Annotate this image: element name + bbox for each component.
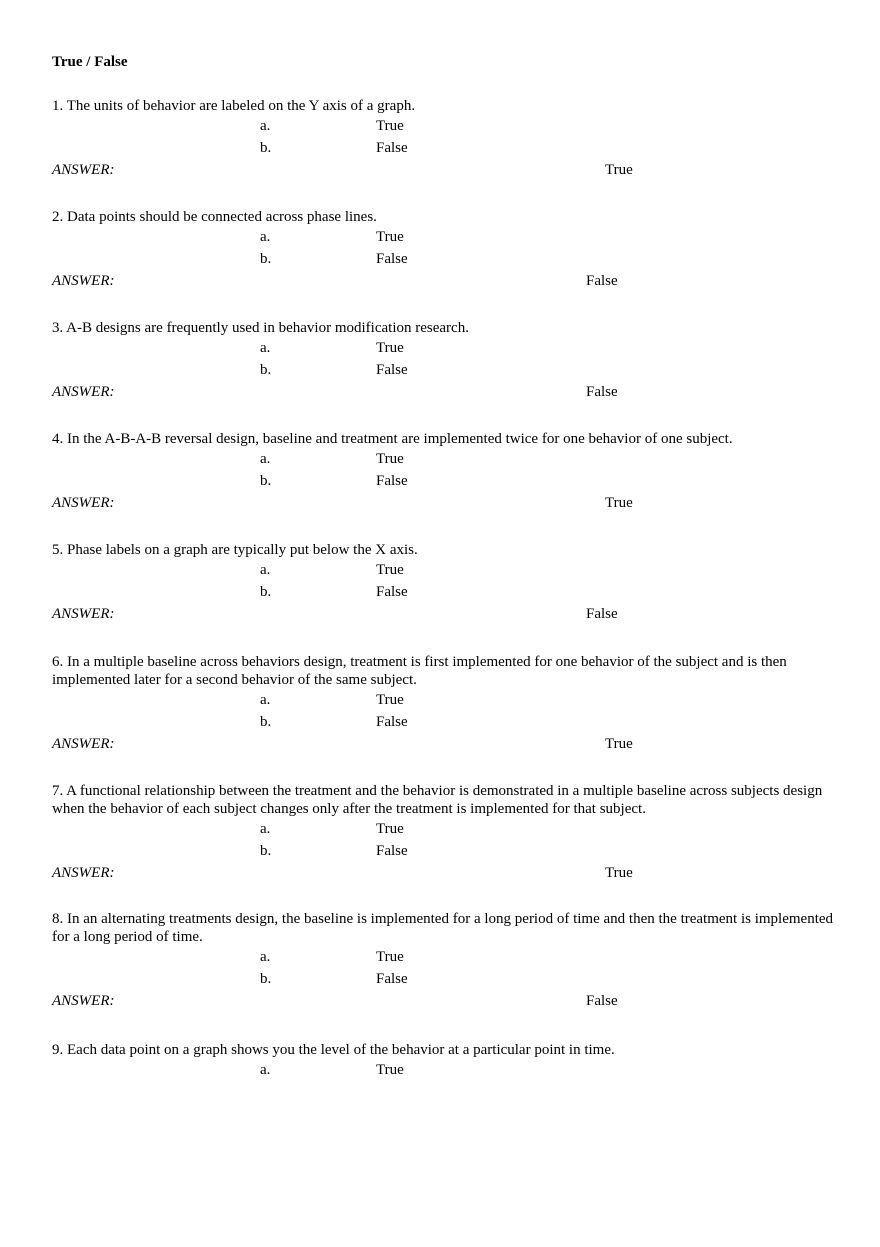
question-3 [52, 319, 842, 403]
option-letter: b. [260, 584, 272, 600]
option-letter: b. [260, 971, 272, 987]
answer-value: False [586, 384, 618, 400]
option-value: True [376, 1062, 404, 1078]
option-letter: b. [260, 362, 272, 378]
option-a [52, 115, 842, 137]
question-text: 2. Data points should be connected across phase lines. [52, 209, 377, 225]
option-value: False [376, 362, 408, 378]
option-value: True [376, 118, 404, 134]
option-a [52, 1059, 842, 1081]
option-letter: a. [260, 1062, 271, 1078]
option-value: False [376, 251, 408, 267]
question-2 [52, 208, 842, 292]
option-letter: a. [260, 692, 271, 708]
question-text: 6. In a multiple baseline across behaviors design, treatment is first implemented for one behavior of the subject and is then implemented later for a second behavior of the same subject. [52, 654, 787, 688]
option-value: False [376, 843, 408, 859]
question-9 [52, 1041, 842, 1081]
question-7 [52, 782, 842, 884]
option-letter: b. [260, 140, 272, 156]
option-letter: a. [260, 229, 271, 245]
answer-label: ANSWER: [52, 162, 115, 178]
option-a [52, 337, 842, 359]
answer-row [52, 270, 842, 292]
option-value: True [376, 451, 404, 467]
answer-value: False [586, 606, 618, 622]
question-4 [52, 430, 842, 514]
question-text: 4. In the A-B-A-B reversal design, baseline and treatment are implemented twice for one behavior of one subject. [52, 431, 733, 447]
question-text: 5. Phase labels on a graph are typically put below the X axis. [52, 542, 418, 558]
question-text: 3. A-B designs are frequently used in behavior modification research. [52, 320, 469, 336]
answer-label: ANSWER: [52, 865, 115, 881]
option-b [52, 581, 842, 603]
option-value: True [376, 340, 404, 356]
answer-label: ANSWER: [52, 606, 115, 622]
answer-row [52, 159, 842, 181]
option-value: False [376, 714, 408, 730]
option-a [52, 226, 842, 248]
answer-value: True [605, 162, 633, 178]
option-value: False [376, 473, 408, 489]
option-value: False [376, 971, 408, 987]
option-value: True [376, 949, 404, 965]
answer-row [52, 492, 842, 514]
question-6 [52, 653, 842, 755]
option-a [52, 946, 842, 968]
option-b [52, 968, 842, 990]
question-1 [52, 97, 842, 181]
option-value: False [376, 140, 408, 156]
question-text: 9. Each data point on a graph shows you the level of the behavior at a particular point in time. [52, 1042, 615, 1058]
option-value: False [376, 584, 408, 600]
answer-value: False [586, 993, 618, 1009]
option-a [52, 559, 842, 581]
answer-label: ANSWER: [52, 384, 115, 400]
answer-row [52, 990, 842, 1012]
option-b [52, 248, 842, 270]
option-b [52, 359, 842, 381]
option-value: True [376, 692, 404, 708]
answer-label: ANSWER: [52, 993, 115, 1009]
option-a [52, 448, 842, 470]
option-b [52, 711, 842, 733]
option-b [52, 840, 842, 862]
option-value: True [376, 562, 404, 578]
option-b [52, 470, 842, 492]
option-b [52, 137, 842, 159]
answer-value: True [605, 865, 633, 881]
answer-row [52, 862, 842, 884]
option-letter: a. [260, 949, 271, 965]
question-text: 7. A functional relationship between the treatment and the behavior is demonstrated in a multiple baseline across subjects design when the behavior of each subject changes only after the treatment is implemented for that subject. [52, 783, 823, 817]
answer-label: ANSWER: [52, 273, 115, 289]
option-letter: a. [260, 821, 271, 837]
question-8 [52, 910, 842, 1012]
answer-row [52, 381, 842, 403]
option-letter: b. [260, 714, 272, 730]
answer-row [52, 733, 842, 755]
option-a [52, 689, 842, 711]
option-letter: a. [260, 451, 271, 467]
option-a [52, 818, 842, 840]
section-title: True / False [52, 54, 128, 70]
answer-row [52, 603, 842, 625]
option-value: True [376, 229, 404, 245]
question-text: 1. The units of behavior are labeled on the Y axis of a graph. [52, 98, 416, 114]
answer-value: False [586, 273, 618, 289]
answer-value: True [605, 495, 633, 511]
option-letter: a. [260, 118, 271, 134]
answer-label: ANSWER: [52, 495, 115, 511]
answer-label: ANSWER: [52, 736, 115, 752]
option-letter: b. [260, 251, 272, 267]
answer-value: True [605, 736, 633, 752]
option-value: True [376, 821, 404, 837]
option-letter: a. [260, 340, 271, 356]
option-letter: b. [260, 473, 272, 489]
question-text: 8. In an alternating treatments design, the baseline is implemented for a long period of time and then the treatment is implemented for a long period of time. [52, 911, 834, 945]
option-letter: b. [260, 843, 272, 859]
option-letter: a. [260, 562, 271, 578]
question-5 [52, 541, 842, 625]
